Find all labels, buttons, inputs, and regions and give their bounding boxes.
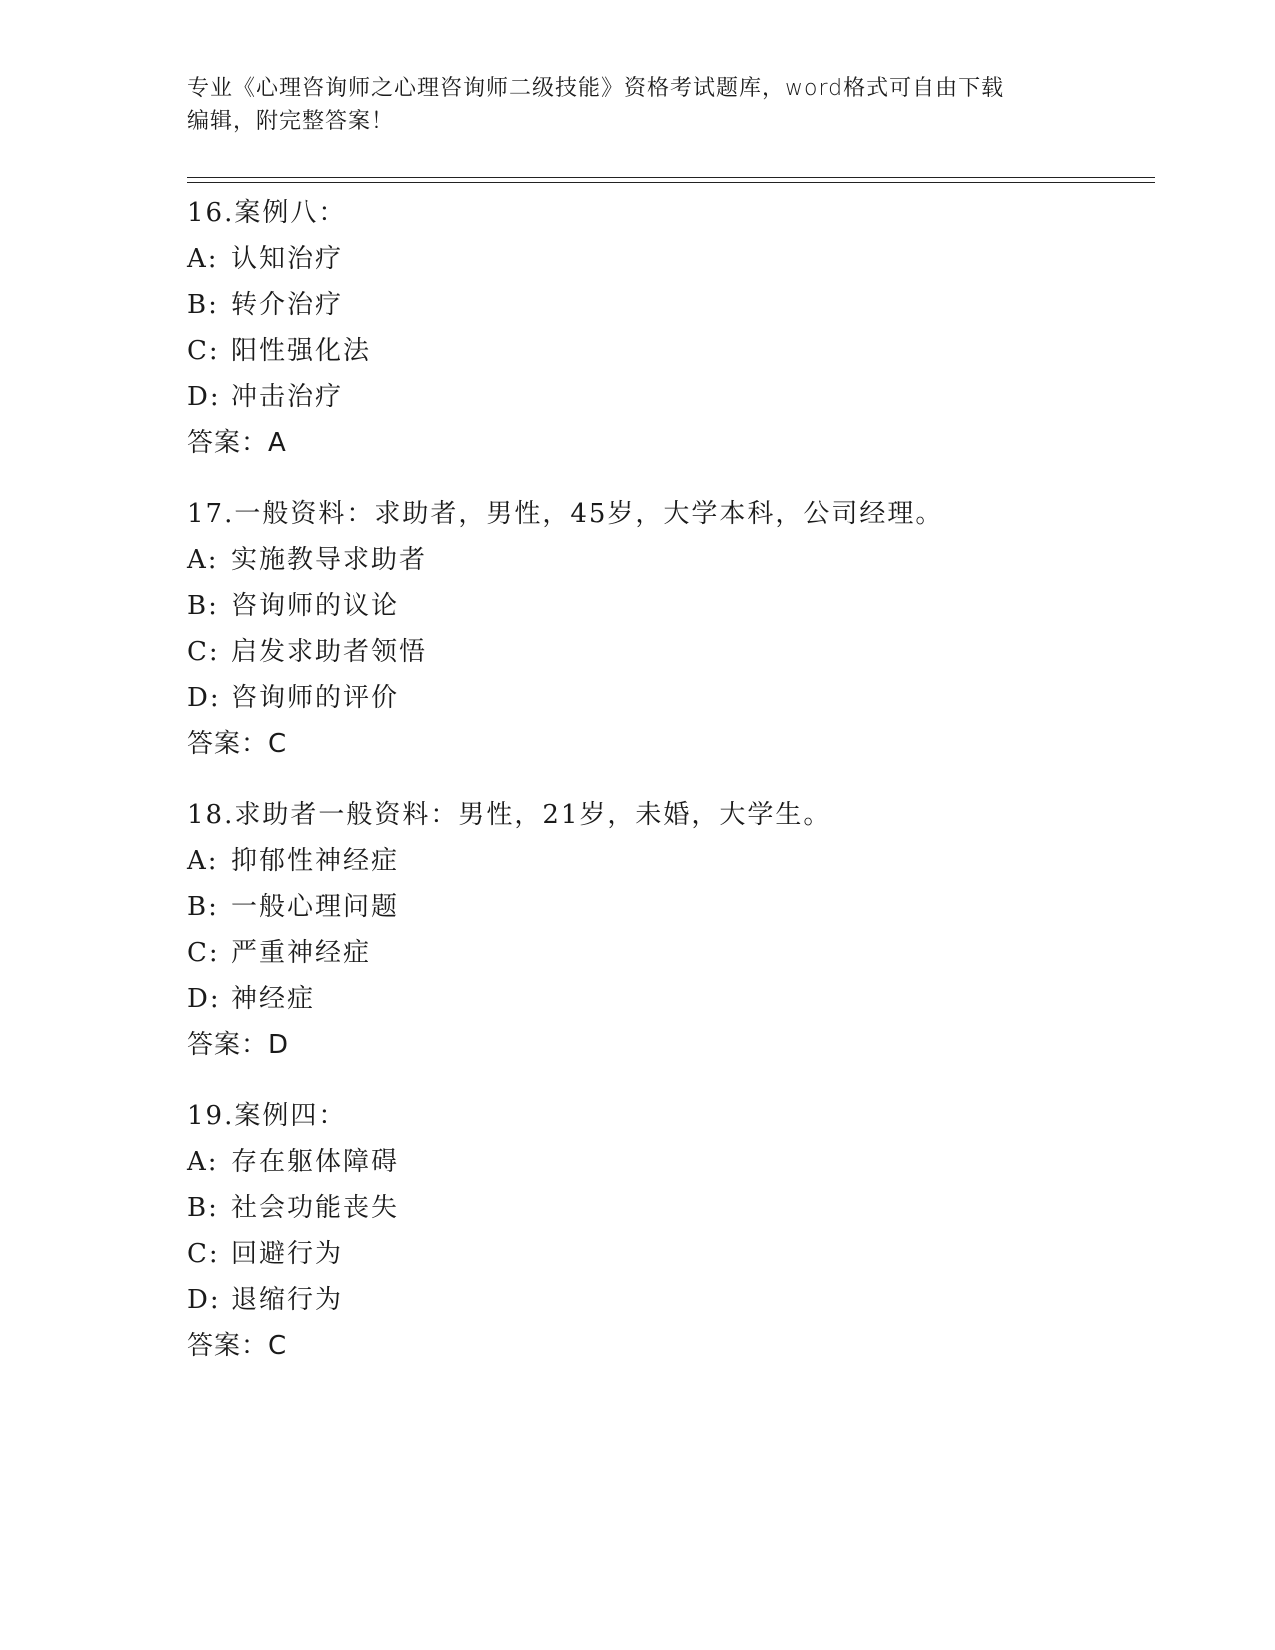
option-b xyxy=(187,583,1155,629)
option-text: 认知治疗 xyxy=(231,244,344,274)
option-letter: D: xyxy=(187,382,221,412)
option-c xyxy=(187,629,1155,675)
option-letter: B: xyxy=(187,892,219,922)
option-b xyxy=(187,1185,1155,1231)
option-a xyxy=(187,1139,1155,1185)
question-stem: 16.案例八： xyxy=(187,198,347,228)
option-text: 神经症 xyxy=(231,984,316,1014)
option-text: 启发求助者领悟 xyxy=(231,637,428,667)
option-letter: D: xyxy=(187,1285,221,1315)
option-d xyxy=(187,976,1155,1022)
option-b xyxy=(187,282,1155,328)
option-d xyxy=(187,374,1155,420)
option-letter: D: xyxy=(187,984,221,1014)
header-divider-bottom xyxy=(187,182,1155,183)
question-19 xyxy=(187,1093,1155,1369)
option-b xyxy=(187,884,1155,930)
question-list xyxy=(187,190,1155,1394)
option-text: 存在躯体障碍 xyxy=(231,1147,400,1177)
option-text: 咨询师的评价 xyxy=(231,683,400,713)
question-18 xyxy=(187,792,1155,1068)
option-text: 阳性强化法 xyxy=(231,336,372,366)
option-d xyxy=(187,1277,1155,1323)
option-c xyxy=(187,1231,1155,1277)
option-letter: C: xyxy=(187,336,220,366)
option-d xyxy=(187,675,1155,721)
option-letter: A: xyxy=(187,244,219,274)
header-line-1: 专业《心理咨询师之心理咨询师二级技能》资格考试题库，word格式可自由下载 xyxy=(187,76,1005,101)
option-text: 严重神经症 xyxy=(231,938,372,968)
document-header xyxy=(187,72,1087,138)
option-text: 社会功能丧失 xyxy=(231,1193,400,1223)
option-text: 实施教导求助者 xyxy=(231,545,428,575)
option-text: 一般心理问题 xyxy=(231,892,400,922)
option-letter: B: xyxy=(187,591,219,621)
question-stem: 18.求助者一般资料：男性，21岁，未婚，大学生。 xyxy=(187,800,832,830)
answer-line: 答案：C xyxy=(187,1331,288,1361)
question-17 xyxy=(187,491,1155,767)
option-text: 回避行为 xyxy=(231,1239,344,1269)
option-letter: C: xyxy=(187,637,220,667)
option-a xyxy=(187,236,1155,282)
option-letter: B: xyxy=(187,290,219,320)
question-16 xyxy=(187,190,1155,466)
option-letter: D: xyxy=(187,683,221,713)
option-text: 抑郁性神经症 xyxy=(231,846,400,876)
option-c xyxy=(187,930,1155,976)
option-letter: A: xyxy=(187,545,219,575)
option-letter: A: xyxy=(187,846,219,876)
option-letter: B: xyxy=(187,1193,219,1223)
option-a xyxy=(187,537,1155,583)
question-stem: 17.一般资料：求助者，男性，45岁，大学本科，公司经理。 xyxy=(187,499,944,529)
question-stem: 19.案例四： xyxy=(187,1101,347,1131)
header-line-2: 编辑，附完整答案！ xyxy=(187,109,395,134)
answer-line: 答案：C xyxy=(187,729,288,759)
option-text: 转介治疗 xyxy=(231,290,344,320)
option-letter: C: xyxy=(187,938,220,968)
option-c xyxy=(187,328,1155,374)
option-a xyxy=(187,838,1155,884)
option-text: 咨询师的议论 xyxy=(231,591,400,621)
header-divider-top xyxy=(187,177,1155,178)
answer-line: 答案：D xyxy=(187,1030,290,1060)
option-letter: A: xyxy=(187,1147,219,1177)
option-text: 冲击治疗 xyxy=(231,382,344,412)
option-letter: C: xyxy=(187,1239,220,1269)
answer-line: 答案：A xyxy=(187,428,287,458)
option-text: 退缩行为 xyxy=(231,1285,344,1315)
